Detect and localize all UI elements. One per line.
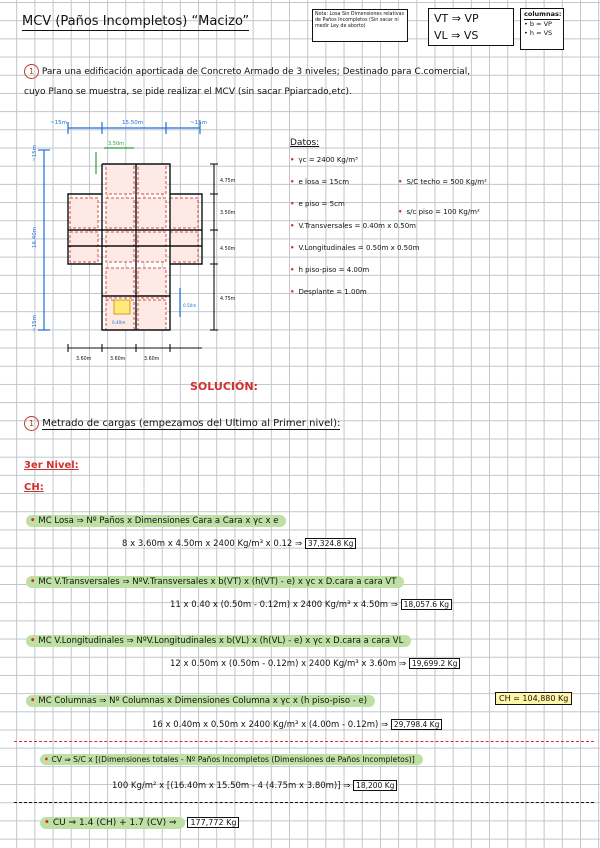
problem-line-1: Para una edificación aporticada de Concreto Armado de 3 niveles; Destinado para C.comercial, [41, 67, 471, 77]
divider-red [14, 741, 594, 742]
columnas-title: columnas: [524, 10, 562, 18]
vl-label: VL ⇒ VS [434, 29, 479, 42]
mc-vl-result: 19,699.2 Kg [409, 658, 460, 669]
metrado-number: 1 [24, 416, 39, 431]
cu-formula: • CU ⇒ 1.4 (CH) + 1.7 (CV) ⇒ 177,772 Kg [40, 818, 239, 828]
plan-small-dim: 3.50m [108, 141, 125, 147]
metrado-title: Metrado de cargas (empezamos del Ultimo al Primer nivel): [42, 418, 341, 429]
mc-losa-calc: 8 x 3.60m x 4.50m x 2400 Kg/m³ x 0.12 ⇒ 37,324.8 Kg [122, 539, 356, 549]
plan-right-dim-1: 4.75m [220, 179, 236, 184]
mc-losa-formula: • MC Losa ⇒ Nº Paños x Dimensiones Cara a Cara x γc x e [26, 516, 286, 526]
plan-top-dim-right: ~15m [190, 120, 207, 126]
mc-vt-formula: • MC V.Transversales ⇒ NºV.Transversales x b(VT) x (h(VT) - e) x γc x D.cara a cara VT [26, 577, 404, 587]
ch-total: CH = 104,880 Kg [495, 692, 572, 705]
ch-label: CH: [24, 482, 44, 493]
dato-desplante: • Desplante = 1.00m [290, 288, 367, 296]
plan-left-dim-bottom: ~15m [32, 315, 38, 332]
divider-black [14, 802, 594, 803]
dato-vt: • V.Transversales = 0.40m x 0.50m [290, 222, 416, 230]
mc-vl-formula: • MC V.Longitudinales ⇒ NºV.Longitudinales x b(VL) x (h(VL) - e) x γc x D.cara a cara VL [26, 636, 411, 646]
dato-sc-techo: • S/C techo = 500 Kg/m² [398, 178, 487, 186]
plan-col-dim-a: 0.40m [112, 320, 126, 325]
nivel-heading: 3er Nivel: [24, 460, 79, 471]
dato-e-losa: • e losa = 15cm [290, 178, 350, 186]
problem-number: 1 [24, 64, 39, 79]
metrado-heading [24, 416, 340, 431]
plan-bottom-dim-2: 3.60m [110, 357, 126, 362]
plan-col-dim-b: 0.50m [183, 303, 197, 308]
dato-e-piso: • e piso = 5cm [290, 200, 345, 208]
plan-right-dim-2: 3.50m [220, 211, 236, 216]
datos-section [290, 138, 419, 296]
dato-sc-piso: • s/c piso = 100 Kg/m² [398, 208, 480, 216]
mc-col-calc: 16 x 0.40m x 0.50m x 2400 Kg/m³ x (4.00m - 0.12m) ⇒ 29,798.4 Kg [152, 720, 442, 730]
plan-left-dim-total: 16.40m [32, 226, 38, 248]
mc-vt-calc: 11 x 0.40 x (0.50m - 0.12m) x 2400 Kg/m³ x 4.50m ⇒ 18,057.6 Kg [170, 600, 452, 610]
plan-left-dim-top: ~15m [32, 145, 38, 162]
mc-col-result: 29,798.4 Kg [391, 719, 442, 730]
cv-formula: • CV ⇒ S/C x [(Dimensiones totales - Nº Paños Incompletos (Dimensiones de Paños Incompletos)] [40, 755, 423, 764]
plan-top-dim-left: ~15m [50, 120, 67, 126]
mc-vt-result: 18,057.6 Kg [401, 599, 452, 610]
problem-line-2: cuyo Plano se muestra, se pide realizar el MCV (sin sacar Ppiarcado,etc). [24, 87, 352, 97]
plan-right-dim-3: 4.50m [220, 247, 236, 252]
mc-losa-result: 37,324.8 Kg [305, 538, 356, 549]
note-box: Nota: Losa Sin Dimensiones relativas de Paños Incompletos (Sin sacar ni medir Ley de aborto) [312, 9, 408, 42]
col-h: • h = VS [524, 29, 553, 37]
plan-bottom-dim-1: 3.60m [76, 357, 92, 362]
plan-top-dim-mid: 15.50m [122, 120, 144, 126]
mc-col-formula: • MC Columnas ⇒ Nº Columnas x Dimensiones Columna x γc x (h piso-piso - e) [26, 696, 375, 706]
cv-result: 18,200 Kg [353, 780, 397, 791]
columnas-box [520, 8, 564, 50]
vt-label: VT ⇒ VP [434, 12, 479, 25]
dato-vl: • V.Longitudinales = 0.50m x 0.50m [290, 244, 420, 252]
col-b: • b = VP [524, 20, 552, 28]
solucion-heading: SOLUCIÓN: [190, 380, 258, 393]
mc-vl-calc: 12 x 0.50m x (0.50m - 0.12m) x 2400 Kg/m³ x 3.60m ⇒ 19,699.2 Kg [170, 659, 460, 669]
vt-vl-box [428, 8, 514, 46]
datos-title: Datos: [290, 138, 320, 148]
plan-bottom-dim-3: 3.60m [144, 357, 160, 362]
problem-statement [24, 62, 569, 102]
dato-h-piso: • h piso-piso = 4.00m [290, 266, 370, 274]
plan-right-dim-4: 4.75m [220, 297, 236, 302]
dato-gamma: • γc = 2400 Kg/m³ [290, 156, 358, 164]
cu-result: 177,772 Kg [187, 817, 239, 828]
page-title: MCV (Paños Incompletos) “Macizo” [22, 14, 250, 29]
cv-calc: 100 Kg/m² x [(16.40m x 15.50m - 4 (4.75m x 3.80m)] ⇒ 18,200 Kg [112, 781, 397, 791]
floor-plan [30, 112, 260, 372]
